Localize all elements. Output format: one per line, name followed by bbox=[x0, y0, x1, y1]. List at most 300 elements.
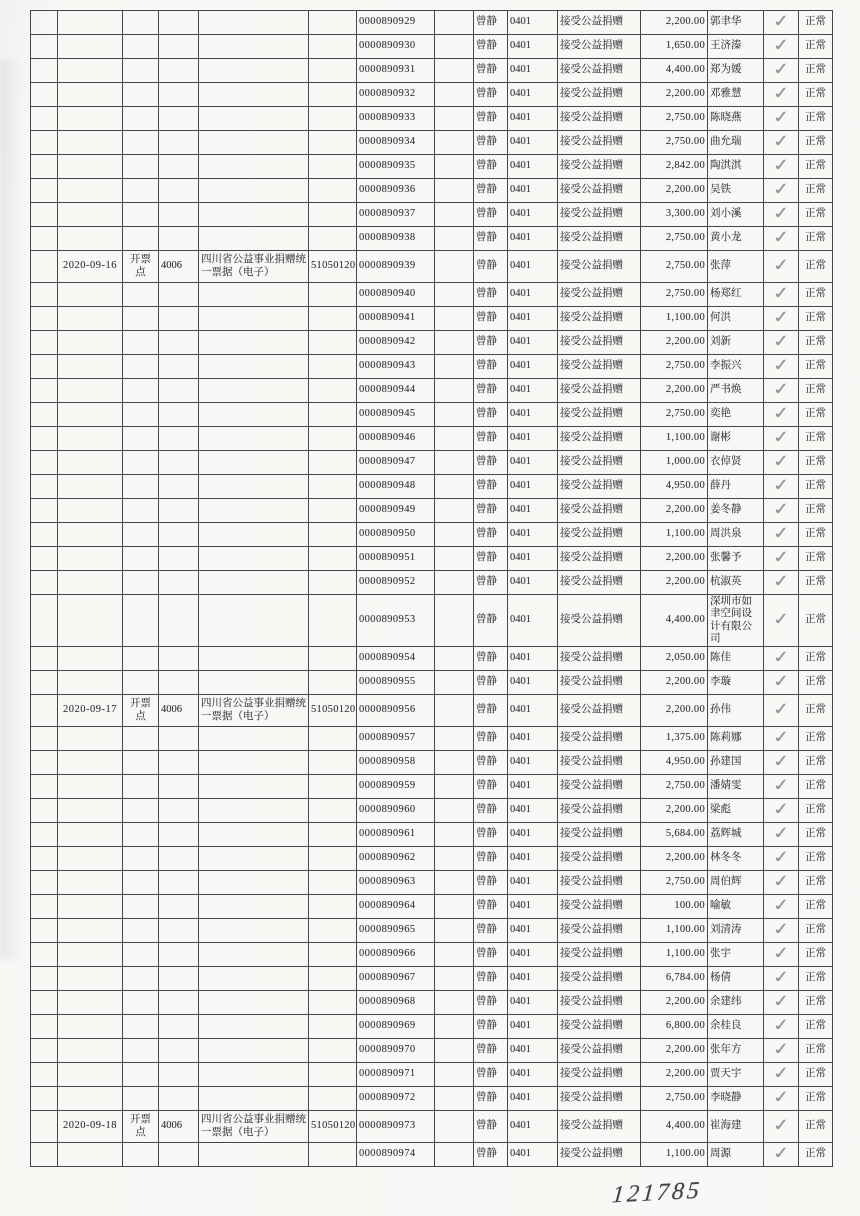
cell-payer-name: 陈莉娜 bbox=[708, 727, 764, 751]
cell-receipt-type bbox=[199, 403, 309, 427]
cell-audit-check bbox=[764, 11, 799, 35]
cell-audit-check bbox=[764, 991, 799, 1015]
cell-business-type: 接受公益捐赠 bbox=[558, 523, 641, 547]
cell-issue-date bbox=[58, 751, 123, 775]
table-row bbox=[31, 647, 833, 671]
cell-receipt-number: 0000890958 bbox=[357, 751, 435, 775]
cell-issue-date bbox=[58, 427, 123, 451]
cell-margin bbox=[31, 571, 58, 595]
cell-payer-name: 何洪 bbox=[708, 307, 764, 331]
cell-operator: 曾静 bbox=[474, 59, 508, 83]
cell-status: 正常 bbox=[799, 775, 833, 799]
cell-payer-name: 梁彪 bbox=[708, 799, 764, 823]
cell-point-code bbox=[159, 823, 199, 847]
cell-empty bbox=[435, 671, 474, 695]
cell-org-code bbox=[309, 451, 357, 475]
cell-audit-check bbox=[764, 871, 799, 895]
cell-operator: 曾静 bbox=[474, 499, 508, 523]
cell-payer-name: 潘婧雯 bbox=[708, 775, 764, 799]
checkmark-icon: ✓ bbox=[771, 776, 791, 796]
checkmark-icon: ✓ bbox=[771, 380, 791, 400]
cell-empty bbox=[435, 1111, 474, 1143]
cell-status: 正常 bbox=[799, 751, 833, 775]
cell-margin bbox=[31, 1111, 58, 1143]
table-row bbox=[31, 499, 833, 523]
cell-margin bbox=[31, 475, 58, 499]
cell-operator: 曾静 bbox=[474, 671, 508, 695]
cell-point-label bbox=[123, 571, 159, 595]
cell-audit-check bbox=[764, 695, 799, 727]
cell-point-label bbox=[123, 727, 159, 751]
cell-payer-name: 奕艳 bbox=[708, 403, 764, 427]
cell-margin bbox=[31, 499, 58, 523]
cell-operator: 曾静 bbox=[474, 227, 508, 251]
cell-audit-check bbox=[764, 427, 799, 451]
cell-business-type: 接受公益捐赠 bbox=[558, 59, 641, 83]
cell-point-label bbox=[123, 307, 159, 331]
cell-org-code bbox=[309, 991, 357, 1015]
checkmark-icon: ✓ bbox=[771, 548, 791, 568]
cell-receipt-type bbox=[199, 355, 309, 379]
cell-org-code bbox=[309, 1015, 357, 1039]
cell-org-code bbox=[309, 871, 357, 895]
cell-point-code bbox=[159, 379, 199, 403]
cell-point-code bbox=[159, 35, 199, 59]
cell-audit-check bbox=[764, 251, 799, 283]
cell-business-type: 接受公益捐赠 bbox=[558, 331, 641, 355]
checkmark-icon: ✓ bbox=[771, 610, 791, 630]
checkmark-icon: ✓ bbox=[771, 992, 791, 1012]
cell-status: 正常 bbox=[799, 107, 833, 131]
table-row bbox=[31, 1111, 833, 1143]
cell-receipt-type bbox=[199, 35, 309, 59]
cell-empty bbox=[435, 35, 474, 59]
cell-margin bbox=[31, 107, 58, 131]
cell-empty bbox=[435, 475, 474, 499]
table-row bbox=[31, 919, 833, 943]
checkmark-icon: ✓ bbox=[771, 308, 791, 328]
cell-operator: 曾静 bbox=[474, 155, 508, 179]
cell-audit-check bbox=[764, 179, 799, 203]
cell-empty bbox=[435, 1087, 474, 1111]
checkmark-icon: ✓ bbox=[771, 476, 791, 496]
cell-operator: 曾静 bbox=[474, 547, 508, 571]
cell-operator: 曾静 bbox=[474, 251, 508, 283]
cell-org-code bbox=[309, 131, 357, 155]
cell-point-code bbox=[159, 895, 199, 919]
cell-amount: 1,100.00 bbox=[641, 919, 708, 943]
cell-org-code bbox=[309, 823, 357, 847]
checkmark-icon: ✓ bbox=[771, 228, 791, 248]
cell-business-code: 0401 bbox=[508, 451, 558, 475]
cell-receipt-type bbox=[199, 11, 309, 35]
cell-receipt-number: 0000890948 bbox=[357, 475, 435, 499]
cell-receipt-number: 0000890947 bbox=[357, 451, 435, 475]
table-row bbox=[31, 895, 833, 919]
cell-empty bbox=[435, 451, 474, 475]
cell-audit-check bbox=[764, 847, 799, 871]
cell-receipt-number: 0000890936 bbox=[357, 179, 435, 203]
cell-point-code bbox=[159, 967, 199, 991]
checkmark-icon: ✓ bbox=[771, 944, 791, 964]
table-row bbox=[31, 403, 833, 427]
cell-payer-name: 余桂良 bbox=[708, 1015, 764, 1039]
cell-business-code: 0401 bbox=[508, 499, 558, 523]
cell-business-code: 0401 bbox=[508, 871, 558, 895]
cell-status: 正常 bbox=[799, 1063, 833, 1087]
cell-org-code bbox=[309, 1143, 357, 1167]
table-row bbox=[31, 1015, 833, 1039]
cell-point-label: 开票点 bbox=[123, 695, 159, 727]
table-row bbox=[31, 523, 833, 547]
cell-point-label: 开票点 bbox=[123, 251, 159, 283]
cell-audit-check bbox=[764, 499, 799, 523]
cell-amount: 2,200.00 bbox=[641, 571, 708, 595]
cell-issue-date bbox=[58, 499, 123, 523]
cell-payer-name: 张萍 bbox=[708, 251, 764, 283]
cell-issue-date bbox=[58, 379, 123, 403]
cell-receipt-type bbox=[199, 799, 309, 823]
cell-receipt-type bbox=[199, 1063, 309, 1087]
cell-receipt-type bbox=[199, 751, 309, 775]
cell-status: 正常 bbox=[799, 895, 833, 919]
cell-empty bbox=[435, 547, 474, 571]
cell-point-label bbox=[123, 131, 159, 155]
cell-amount: 6,784.00 bbox=[641, 967, 708, 991]
cell-org-code bbox=[309, 751, 357, 775]
checkmark-icon: ✓ bbox=[771, 968, 791, 988]
cell-status: 正常 bbox=[799, 695, 833, 727]
cell-amount: 1,100.00 bbox=[641, 427, 708, 451]
cell-receipt-number: 0000890960 bbox=[357, 799, 435, 823]
cell-business-type: 接受公益捐赠 bbox=[558, 571, 641, 595]
cell-status: 正常 bbox=[799, 967, 833, 991]
cell-issue-date bbox=[58, 571, 123, 595]
cell-operator: 曾静 bbox=[474, 751, 508, 775]
cell-business-type: 接受公益捐赠 bbox=[558, 943, 641, 967]
cell-point-label bbox=[123, 991, 159, 1015]
cell-issue-date bbox=[58, 227, 123, 251]
cell-business-code: 0401 bbox=[508, 967, 558, 991]
table-row bbox=[31, 179, 833, 203]
cell-business-type: 接受公益捐赠 bbox=[558, 547, 641, 571]
cell-operator: 曾静 bbox=[474, 967, 508, 991]
cell-amount: 2,200.00 bbox=[641, 671, 708, 695]
cell-empty bbox=[435, 847, 474, 871]
cell-business-type: 接受公益捐赠 bbox=[558, 847, 641, 871]
cell-audit-check bbox=[764, 379, 799, 403]
cell-operator: 曾静 bbox=[474, 179, 508, 203]
cell-business-type: 接受公益捐赠 bbox=[558, 379, 641, 403]
cell-business-code: 0401 bbox=[508, 847, 558, 871]
cell-business-code: 0401 bbox=[508, 571, 558, 595]
cell-point-code bbox=[159, 83, 199, 107]
cell-status: 正常 bbox=[799, 251, 833, 283]
cell-audit-check bbox=[764, 131, 799, 155]
cell-margin bbox=[31, 547, 58, 571]
cell-operator: 曾静 bbox=[474, 799, 508, 823]
table-row bbox=[31, 595, 833, 647]
cell-business-type: 接受公益捐赠 bbox=[558, 403, 641, 427]
checkmark-icon: ✓ bbox=[771, 108, 791, 128]
cell-receipt-type bbox=[199, 427, 309, 451]
cell-receipt-number: 0000890969 bbox=[357, 1015, 435, 1039]
table-row bbox=[31, 35, 833, 59]
cell-receipt-type bbox=[199, 919, 309, 943]
cell-status: 正常 bbox=[799, 1111, 833, 1143]
cell-margin bbox=[31, 83, 58, 107]
table-row bbox=[31, 799, 833, 823]
cell-payer-name: 林冬冬 bbox=[708, 847, 764, 871]
cell-amount: 2,750.00 bbox=[641, 107, 708, 131]
cell-audit-check bbox=[764, 227, 799, 251]
cell-status: 正常 bbox=[799, 283, 833, 307]
table-row bbox=[31, 427, 833, 451]
cell-audit-check bbox=[764, 1143, 799, 1167]
checkmark-icon: ✓ bbox=[771, 500, 791, 520]
cell-point-code bbox=[159, 595, 199, 647]
cell-receipt-number: 0000890930 bbox=[357, 35, 435, 59]
cell-point-label bbox=[123, 919, 159, 943]
cell-receipt-number: 0000890971 bbox=[357, 1063, 435, 1087]
cell-org-code bbox=[309, 427, 357, 451]
cell-org-code bbox=[309, 475, 357, 499]
cell-issue-date bbox=[58, 451, 123, 475]
cell-receipt-type bbox=[199, 547, 309, 571]
cell-issue-date bbox=[58, 1087, 123, 1111]
cell-margin bbox=[31, 11, 58, 35]
table-row bbox=[31, 727, 833, 751]
cell-point-code bbox=[159, 1087, 199, 1111]
cell-audit-check bbox=[764, 83, 799, 107]
cell-org-code bbox=[309, 727, 357, 751]
table-row bbox=[31, 823, 833, 847]
cell-business-type: 接受公益捐赠 bbox=[558, 1087, 641, 1111]
cell-amount: 3,300.00 bbox=[641, 203, 708, 227]
cell-point-code bbox=[159, 775, 199, 799]
cell-org-code bbox=[309, 35, 357, 59]
table-row bbox=[31, 967, 833, 991]
cell-operator: 曾静 bbox=[474, 107, 508, 131]
cell-point-label bbox=[123, 179, 159, 203]
cell-audit-check bbox=[764, 943, 799, 967]
cell-amount: 2,200.00 bbox=[641, 847, 708, 871]
cell-org-code bbox=[309, 403, 357, 427]
cell-status: 正常 bbox=[799, 355, 833, 379]
cell-receipt-type bbox=[199, 991, 309, 1015]
checkmark-icon: ✓ bbox=[771, 404, 791, 424]
cell-operator: 曾静 bbox=[474, 895, 508, 919]
cell-audit-check bbox=[764, 727, 799, 751]
cell-point-label bbox=[123, 475, 159, 499]
cell-empty bbox=[435, 155, 474, 179]
cell-org-code bbox=[309, 943, 357, 967]
cell-business-type: 接受公益捐赠 bbox=[558, 1111, 641, 1143]
checkmark-icon: ✓ bbox=[771, 920, 791, 940]
cell-margin bbox=[31, 451, 58, 475]
cell-receipt-type bbox=[199, 331, 309, 355]
cell-org-code bbox=[309, 107, 357, 131]
cell-point-code bbox=[159, 547, 199, 571]
cell-status: 正常 bbox=[799, 427, 833, 451]
cell-issue-date bbox=[58, 991, 123, 1015]
cell-receipt-type bbox=[199, 671, 309, 695]
cell-operator: 曾静 bbox=[474, 1015, 508, 1039]
cell-payer-name: 贾天宇 bbox=[708, 1063, 764, 1087]
cell-operator: 曾静 bbox=[474, 823, 508, 847]
cell-point-label bbox=[123, 671, 159, 695]
cell-payer-name: 荔辉城 bbox=[708, 823, 764, 847]
cell-margin bbox=[31, 379, 58, 403]
cell-audit-check bbox=[764, 823, 799, 847]
table-row bbox=[31, 131, 833, 155]
cell-point-label bbox=[123, 1143, 159, 1167]
cell-issue-date bbox=[58, 11, 123, 35]
table-row bbox=[31, 155, 833, 179]
cell-empty bbox=[435, 283, 474, 307]
cell-issue-date bbox=[58, 403, 123, 427]
cell-amount: 100.00 bbox=[641, 895, 708, 919]
cell-receipt-number: 0000890937 bbox=[357, 203, 435, 227]
cell-business-type: 接受公益捐赠 bbox=[558, 595, 641, 647]
cell-point-label bbox=[123, 83, 159, 107]
cell-point-code bbox=[159, 943, 199, 967]
cell-margin bbox=[31, 871, 58, 895]
cell-issue-date bbox=[58, 355, 123, 379]
cell-issue-date bbox=[58, 1015, 123, 1039]
cell-issue-date bbox=[58, 799, 123, 823]
cell-empty bbox=[435, 799, 474, 823]
cell-status: 正常 bbox=[799, 799, 833, 823]
cell-business-code: 0401 bbox=[508, 251, 558, 283]
cell-business-type: 接受公益捐赠 bbox=[558, 475, 641, 499]
cell-empty bbox=[435, 967, 474, 991]
cell-payer-name: 周洪泉 bbox=[708, 523, 764, 547]
cell-audit-check bbox=[764, 1087, 799, 1111]
handwritten-page-number: 121785 bbox=[610, 1177, 704, 1209]
cell-org-code bbox=[309, 1063, 357, 1087]
cell-business-code: 0401 bbox=[508, 403, 558, 427]
cell-status: 正常 bbox=[799, 871, 833, 895]
cell-status: 正常 bbox=[799, 451, 833, 475]
cell-margin bbox=[31, 919, 58, 943]
cell-amount: 2,200.00 bbox=[641, 11, 708, 35]
cell-operator: 曾静 bbox=[474, 991, 508, 1015]
checkmark-icon: ✓ bbox=[771, 848, 791, 868]
cell-receipt-number: 0000890945 bbox=[357, 403, 435, 427]
cell-payer-name: 曲允瑞 bbox=[708, 131, 764, 155]
cell-amount: 2,750.00 bbox=[641, 251, 708, 283]
cell-status: 正常 bbox=[799, 523, 833, 547]
cell-point-code bbox=[159, 155, 199, 179]
cell-payer-name: 崔海建 bbox=[708, 1111, 764, 1143]
cell-org-code bbox=[309, 523, 357, 547]
cell-org-code: 51050120 bbox=[309, 251, 357, 283]
cell-operator: 曾静 bbox=[474, 451, 508, 475]
cell-org-code bbox=[309, 571, 357, 595]
cell-status: 正常 bbox=[799, 331, 833, 355]
cell-issue-date bbox=[58, 547, 123, 571]
cell-receipt-type bbox=[199, 775, 309, 799]
cell-audit-check bbox=[764, 751, 799, 775]
cell-operator: 曾静 bbox=[474, 1143, 508, 1167]
cell-point-label bbox=[123, 847, 159, 871]
cell-amount: 2,750.00 bbox=[641, 131, 708, 155]
cell-audit-check bbox=[764, 895, 799, 919]
checkmark-icon: ✓ bbox=[771, 1016, 791, 1036]
cell-status: 正常 bbox=[799, 59, 833, 83]
checkmark-icon: ✓ bbox=[771, 180, 791, 200]
cell-receipt-number: 0000890954 bbox=[357, 647, 435, 671]
cell-amount: 1,375.00 bbox=[641, 727, 708, 751]
cell-receipt-type: 四川省公益事业捐赠统一票据（电子） bbox=[199, 1111, 309, 1143]
cell-point-code bbox=[159, 131, 199, 155]
cell-audit-check bbox=[764, 475, 799, 499]
cell-point-code bbox=[159, 919, 199, 943]
cell-business-code: 0401 bbox=[508, 647, 558, 671]
cell-empty bbox=[435, 1039, 474, 1063]
ledger-body bbox=[31, 11, 833, 1167]
table-row bbox=[31, 1063, 833, 1087]
checkmark-icon: ✓ bbox=[771, 824, 791, 844]
cell-operator: 曾静 bbox=[474, 595, 508, 647]
cell-point-label bbox=[123, 203, 159, 227]
cell-payer-name: 衣倬贤 bbox=[708, 451, 764, 475]
cell-issue-date bbox=[58, 943, 123, 967]
checkmark-icon: ✓ bbox=[771, 648, 791, 668]
cell-receipt-number: 0000890938 bbox=[357, 227, 435, 251]
cell-point-label bbox=[123, 523, 159, 547]
cell-operator: 曾静 bbox=[474, 475, 508, 499]
cell-business-code: 0401 bbox=[508, 943, 558, 967]
cell-point-code bbox=[159, 307, 199, 331]
cell-issue-date: 2020-09-18 bbox=[58, 1111, 123, 1143]
cell-business-code: 0401 bbox=[508, 547, 558, 571]
checkmark-icon: ✓ bbox=[771, 156, 791, 176]
table-row bbox=[31, 307, 833, 331]
cell-point-code bbox=[159, 1063, 199, 1087]
cell-amount: 2,750.00 bbox=[641, 1087, 708, 1111]
cell-point-code: 4006 bbox=[159, 1111, 199, 1143]
cell-empty bbox=[435, 83, 474, 107]
table-row bbox=[31, 251, 833, 283]
cell-business-type: 接受公益捐赠 bbox=[558, 251, 641, 283]
cell-receipt-number: 0000890966 bbox=[357, 943, 435, 967]
cell-receipt-type bbox=[199, 179, 309, 203]
cell-amount: 1,000.00 bbox=[641, 451, 708, 475]
cell-point-label bbox=[123, 35, 159, 59]
cell-empty bbox=[435, 131, 474, 155]
cell-issue-date bbox=[58, 107, 123, 131]
cell-operator: 曾静 bbox=[474, 283, 508, 307]
cell-status: 正常 bbox=[799, 131, 833, 155]
cell-operator: 曾静 bbox=[474, 523, 508, 547]
cell-business-type: 接受公益捐赠 bbox=[558, 895, 641, 919]
cell-receipt-number: 0000890941 bbox=[357, 307, 435, 331]
cell-receipt-number: 0000890957 bbox=[357, 727, 435, 751]
checkmark-icon: ✓ bbox=[771, 284, 791, 304]
cell-amount: 1,100.00 bbox=[641, 943, 708, 967]
cell-status: 正常 bbox=[799, 1087, 833, 1111]
cell-payer-name: 张年方 bbox=[708, 1039, 764, 1063]
cell-business-type: 接受公益捐赠 bbox=[558, 307, 641, 331]
cell-business-type: 接受公益捐赠 bbox=[558, 131, 641, 155]
table-row bbox=[31, 203, 833, 227]
cell-operator: 曾静 bbox=[474, 871, 508, 895]
cell-business-type: 接受公益捐赠 bbox=[558, 107, 641, 131]
cell-point-label bbox=[123, 1015, 159, 1039]
cell-issue-date bbox=[58, 775, 123, 799]
